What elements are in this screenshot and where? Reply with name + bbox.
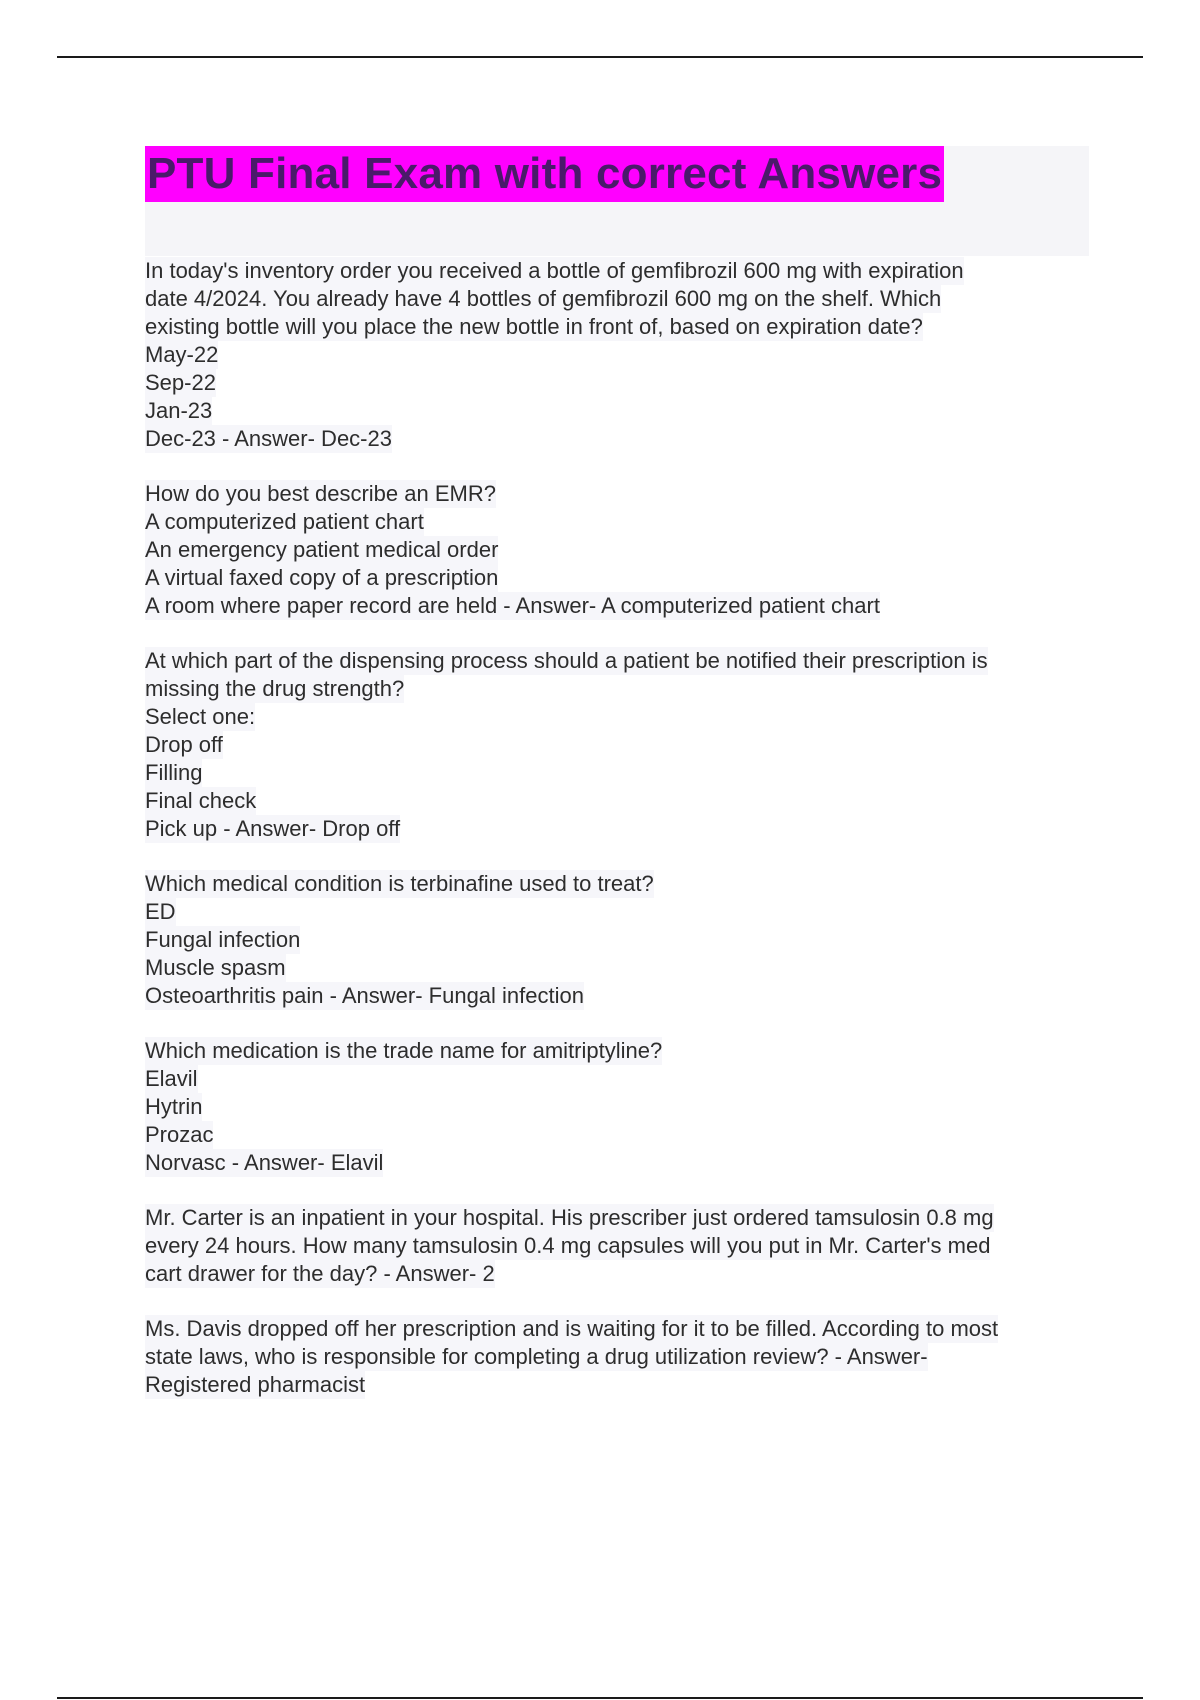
answer-line: A room where paper record are held - Answer- A computerized patient chart xyxy=(145,593,880,618)
answer-line: Osteoarthritis pain - Answer- Fungal infection xyxy=(145,983,584,1008)
document-body xyxy=(145,257,1095,1426)
option-line: ED xyxy=(145,899,176,924)
question-line: state laws, who is responsible for completing a drug utilization review? - Answer- xyxy=(145,1344,928,1369)
question-line: How do you best describe an EMR? xyxy=(145,481,496,506)
option-line: An emergency patient medical order xyxy=(145,537,499,562)
question-block-2 xyxy=(145,480,1095,620)
question-line: Mr. Carter is an inpatient in your hospital. His prescriber just ordered tamsulosin 0.8 mg xyxy=(145,1205,994,1230)
option-line: Fungal infection xyxy=(145,927,301,952)
answer-line: Norvasc - Answer- Elavil xyxy=(145,1150,384,1175)
option-line: Muscle spasm xyxy=(145,955,286,980)
option-line: Elavil xyxy=(145,1066,198,1091)
question-block-6 xyxy=(145,1204,1095,1288)
footer-rule xyxy=(57,1697,1143,1699)
question-block-4 xyxy=(145,870,1095,1010)
option-line: May-22 xyxy=(145,342,219,367)
option-line: Filling xyxy=(145,760,203,785)
option-line: A computerized patient chart xyxy=(145,509,424,534)
answer-line: Dec-23 - Answer- Dec-23 xyxy=(145,426,392,451)
question-line: existing bottle will you place the new bottle in front of, based on expiration date? xyxy=(145,314,923,339)
option-line: Jan-23 xyxy=(145,398,213,423)
question-line: Select one: xyxy=(145,704,256,729)
option-line: Hytrin xyxy=(145,1094,203,1119)
option-line: Drop off xyxy=(145,732,223,757)
question-line: Ms. Davis dropped off her prescription and is waiting for it to be filled. According to most xyxy=(145,1316,999,1341)
option-line: Sep-22 xyxy=(145,370,216,395)
document-title: PTU Final Exam with correct Answers xyxy=(145,146,944,202)
title-block xyxy=(145,146,1089,256)
question-line: date 4/2024. You already have 4 bottles of gemfibrozil 600 mg on the shelf. Which xyxy=(145,286,942,311)
option-line: Prozac xyxy=(145,1122,214,1147)
option-line: A virtual faxed copy of a prescription xyxy=(145,565,499,590)
question-line: missing the drug strength? xyxy=(145,676,405,701)
question-block-7 xyxy=(145,1315,1095,1399)
answer-line: Pick up - Answer- Drop off xyxy=(145,816,401,841)
option-line: Final check xyxy=(145,788,257,813)
question-block-5 xyxy=(145,1037,1095,1177)
header-rule xyxy=(57,56,1143,58)
answer-line: cart drawer for the day? - Answer- 2 xyxy=(145,1261,495,1286)
question-block-3 xyxy=(145,647,1095,843)
question-line: every 24 hours. How many tamsulosin 0.4 mg capsules will you put in Mr. Carter's med xyxy=(145,1233,991,1258)
question-block-1 xyxy=(145,257,1095,453)
question-line: Which medical condition is terbinafine used to treat? xyxy=(145,871,654,896)
answer-line: Registered pharmacist xyxy=(145,1372,366,1397)
question-line: Which medication is the trade name for amitriptyline? xyxy=(145,1038,663,1063)
question-line: In today's inventory order you received a bottle of gemfibrozil 600 mg with expiration xyxy=(145,258,964,283)
question-line: At which part of the dispensing process should a patient be notified their prescription is xyxy=(145,648,988,673)
